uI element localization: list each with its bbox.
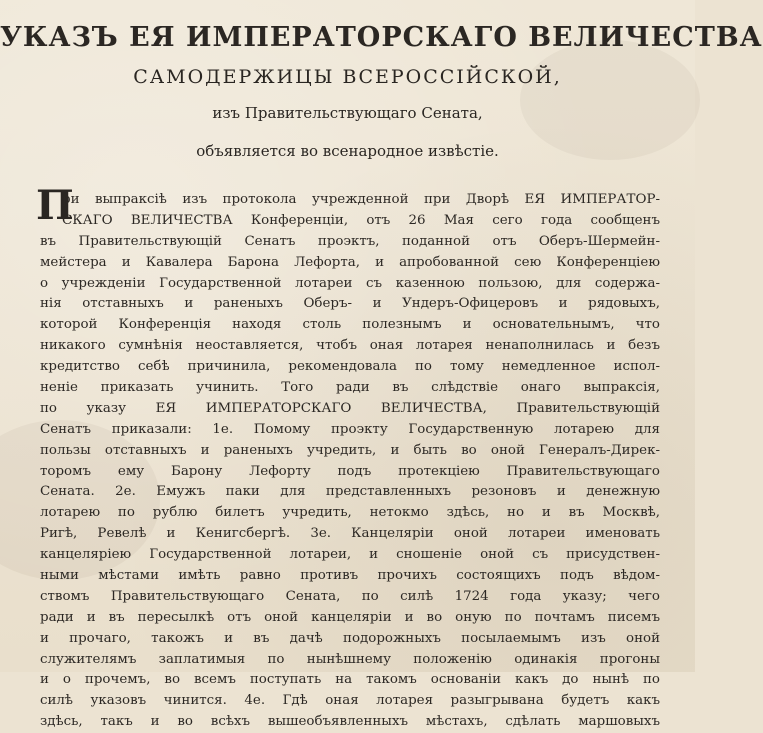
body-line: въ Правительствующій Сенатъ проэктъ, поданной отъ Оберъ-Шермейн- <box>40 233 660 249</box>
body-line: и прочаго, такожъ и въ дачѣ подорожныхъ посылаемымъ изъ оной <box>40 630 660 646</box>
body-line: никакого сумнѣнія неоставляется, чтобъ оная лотарея ненаполнилась и безъ <box>40 338 660 354</box>
body-line: нія отставныхъ и раненыхъ Оберъ- и Ундеръ-Офицеровъ и рядовыхъ, <box>40 296 660 312</box>
body-line: Ригѣ, Ревелѣ и Кенигсбергѣ. 3е. Канцеляріи оной лотареи именовать <box>40 526 660 542</box>
body-line: Сенатъ приказали: 1е. Помому проэкту Государственную лотарею для <box>40 421 660 437</box>
body-line: ными мѣстами имѣть равно противъ прочихъ состоящихъ подъ вѣдом- <box>40 568 660 584</box>
body-line: ри выпраксіѣ изъ протокола учрежденной при Дворѣ ЕЯ ИМПЕРАТОР- <box>62 192 660 207</box>
decree-announcement: объявляется во всенародное извѣстіе. <box>196 142 499 160</box>
body-line: торомъ ему Барону Лефорту подъ протекціею Правительствующаго <box>40 463 660 479</box>
body-line: Сената. 2е. Емужъ паки для представленныхъ резоновъ и денежную <box>40 484 660 500</box>
body-line: о учрежденіи Государственной лотареи съ казенною пользою, для содержа- <box>40 275 660 291</box>
body-line: служителямъ заплатимыя по нынѣшнему положенію одинакія прогоны <box>40 651 660 667</box>
body-line: мейстера и Кавалера Барона Лефорта, и апробованной сею Конференціею <box>40 254 660 270</box>
body-line: которой Конференція находя столь полезнымъ и основательнымъ, что <box>40 317 660 333</box>
drop-cap-letter: П <box>36 182 74 229</box>
decree-subtitle: САМОДЕРЖИЦЫ ВСЕРОССІЙСКОЙ, <box>133 66 562 88</box>
body-line: ствомъ Правительствующаго Сената, по силѣ 1724 года указу; чего <box>40 588 660 604</box>
body-line: силѣ указовъ чинится. 4е. Гдѣ оная лотарея разыгрывана будетъ какъ <box>40 693 660 709</box>
body-line: канцеляріею Государственной лотареи, и сношеніе оной съ присудствен- <box>40 547 660 563</box>
body-line: неніе приказать учинить. Того ради въ слѣдствіе онаго выпраксія, <box>40 380 660 396</box>
body-line: лотарею по рублю билетъ учредить, нетокмо здѣсь, но и въ Москвѣ, <box>40 505 660 521</box>
body-line: ради и въ пересылкѣ отъ оной канцеляріи и во оную по почтамъ писемъ <box>40 609 660 625</box>
body-line: СКАГО ВЕЛИЧЕСТВА Конференціи, отъ 26 Мая сего года сообщенъ <box>62 212 660 228</box>
decree-body <box>40 190 660 733</box>
decree-title: УКАЗЪ ЕЯ ИМПЕРАТОРСКАГО ВЕЛИЧЕСТВА <box>0 22 763 53</box>
body-line: по указу ЕЯ ИМПЕРАТОРСКАГО ВЕЛИЧЕСТВА, Правительствующій <box>40 400 660 416</box>
body-line: и о прочемъ, во всемъ поступать на такомъ основаніи какъ до нынѣ по <box>40 672 660 688</box>
body-line: пользы отставныхъ и раненыхъ учредить, и быть во оной Генералъ-Дирек- <box>40 442 660 458</box>
body-line: здѣсь, такъ и во всѣхъ вышеобъявленныхъ мѣстахъ, сдѣлать маршовыхъ <box>40 714 660 730</box>
decree-source: изъ Правительствующаго Сената, <box>212 104 483 122</box>
body-line: кредитство себѣ причинила, рекомендовала по тому немедленное испол- <box>40 359 660 375</box>
